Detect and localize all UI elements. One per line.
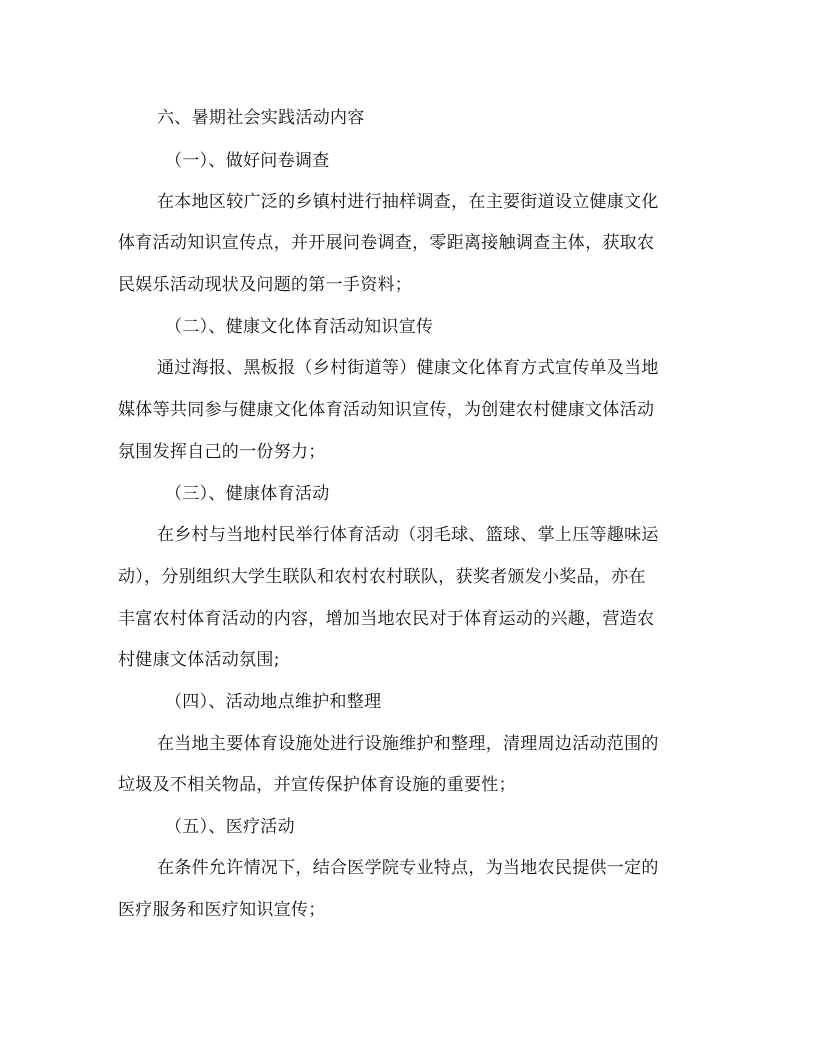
paragraph-line: 体育活动知识宣传点，并开展问卷调查，零距离接触调查主体，获取农	[118, 233, 655, 253]
subheading-sports: （三）、健康体育活动	[165, 484, 330, 504]
paragraph-line: 通过海报、黑板报（乡村街道等）健康文化体育方式宣传单及当地	[157, 358, 659, 378]
subheading-publicity: （二）、健康文化体育活动知识宣传	[165, 317, 434, 337]
section-heading: 六、暑期社会实践活动内容	[157, 108, 365, 128]
paragraph-line: 在乡村与当地村民举行体育活动（羽毛球、篮球、掌上压等趣味运	[157, 525, 659, 545]
paragraph-line: 医疗服务和医疗知识宣传；	[118, 900, 326, 920]
subheading-survey: （一）、做好问卷调查	[165, 151, 330, 171]
paragraph-line: 垃圾及不相关物品，并宣传保护体育设施的重要性；	[118, 775, 516, 795]
paragraph-line: 在本地区较广泛的乡镇村进行抽样调查，在主要街道设立健康文化	[157, 192, 659, 212]
paragraph-line: 氛围发挥自己的一份努力；	[118, 442, 326, 462]
subheading-maintenance: （四）、活动地点维护和整理	[165, 692, 382, 712]
paragraph-line: 民娱乐活动现状及问题的第一手资料；	[118, 275, 413, 295]
paragraph-line: 丰富农村体育活动的内容，增加当地农民对于体育运动的兴趣，营造农	[118, 609, 655, 629]
paragraph-line: 村健康文体活动氛围;	[118, 650, 280, 670]
paragraph-line: 动），分别组织大学生联队和农村农村联队，获奖者颁发小奖品，亦在	[118, 567, 646, 587]
paragraph-line: 在条件允许情况下，结合医学院专业特点，为当地农民提供一定的	[157, 858, 659, 878]
paragraph-line: 在当地主要体育设施处进行设施维护和整理，清理周边活动范围的	[157, 734, 659, 754]
paragraph-line: 媒体等共同参与健康文化体育活动知识宣传，为创建农村健康文体活动	[118, 400, 655, 420]
subheading-medical: （五）、医疗活动	[165, 817, 295, 837]
